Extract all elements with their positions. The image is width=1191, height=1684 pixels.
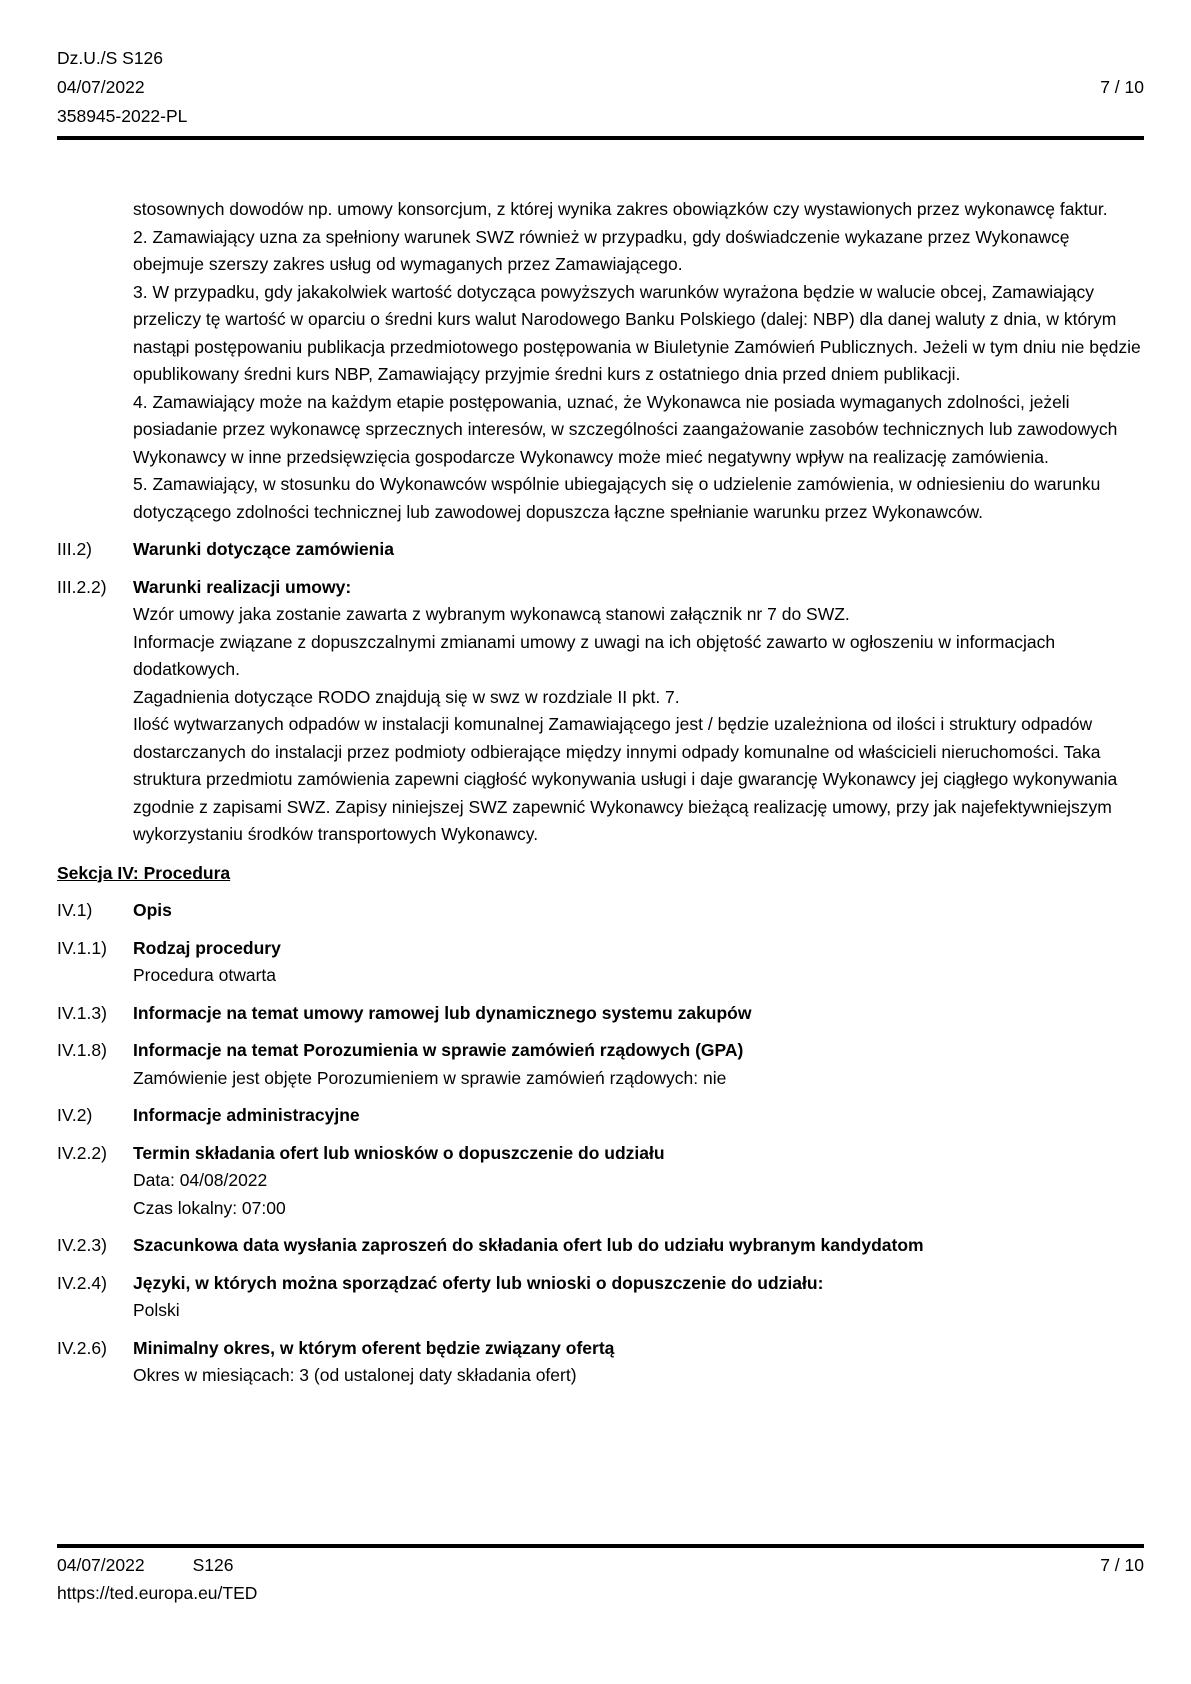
- section-row: [57, 1037, 1144, 1092]
- footer-date: 04/07/2022: [57, 1555, 145, 1575]
- page-header: [57, 44, 1144, 140]
- footer-page-indicator: 7 / 10: [1100, 1555, 1144, 1575]
- section-body: [133, 574, 1144, 849]
- section-title: Informacje administracyjne: [133, 1105, 360, 1125]
- footer-row: [57, 1551, 1144, 1579]
- section-body: [133, 897, 1144, 925]
- page-footer: [57, 1539, 1144, 1607]
- section-title: Języki, w których można sporządzać oferty lub wnioski o dopuszczenie do udziału:: [133, 1272, 824, 1293]
- section-label: IV.1): [57, 900, 93, 920]
- section-label: III.2): [57, 539, 93, 559]
- section-text-line: Czas lokalny: 07:00: [133, 1197, 286, 1218]
- section-text-line: Ilość wytwarzanych odpadów w instalacji komunalnej Zamawiającego jest / będzie uzależniona od ilości i struktury odpadów dostarczanych do instalacji przez podmioty odbierające między innymi odpady komunalne od właścicieli nieruchomości. Taka struktura przedmiotu zamówienia zapewni ciągłość wykonywania usługi i daje gwarancję Wykonawcy jej ciągłego wykonywania zgodnie z zapisami SWZ. Zapisy niniejszej SWZ zapewnić Wykonawcy bieżącą realizację umowy, przy jak najefektywniejszym wykorzystaniu środków transportowych Wykonawcy.: [133, 714, 1118, 844]
- footer-url: https://ted.europa.eu/TED: [57, 1583, 258, 1603]
- section-title: Informacje na temat Porozumienia w sprawie zamówień rządowych (GPA): [133, 1040, 744, 1060]
- intro-paragraph: 5. Zamawiający, w stosunku do Wykonawców wspólnie ubiegających się o udzielenie zamówienia, w odniesieniu do warunku dotyczącego zdolności technicznej lub zawodowej dopuszcza łączne spełnianie warunku przez Wykonawców.: [133, 474, 1101, 522]
- section-label: IV.2.2): [57, 1142, 107, 1163]
- section-title: Opis: [133, 900, 172, 920]
- section-title: Informacje na temat umowy ramowej lub dynamicznego systemu zakupów: [133, 1002, 752, 1023]
- section-title: Warunki realizacji umowy:: [133, 576, 352, 597]
- intro-paragraph: 3. W przypadku, gdy jakakolwiek wartość dotycząca powyższych warunków wyrażona będzie w walucie obcej, Zamawiający przeliczy tę wartość w oparciu o średni kurs walut Narodowego Banku Polskiego (dalej: NBP) dla danej waluty z dnia, w którym nastąpi postępowaniu publikacja przedmiotowego postępowania w Biuletynie Zamówień Publicznych. Jeżeli w tym dniu nie będzie opublikowany średni kurs NBP, Zamawiający przyjmie średni kurs z ostatniego dnia przed dniem publikacji.: [133, 281, 1141, 384]
- section-text-line: Polski: [133, 1300, 180, 1320]
- section-body: [133, 1140, 1144, 1223]
- section-row: [57, 536, 1144, 564]
- section-body: [133, 1102, 1144, 1130]
- footer-rule: [57, 1544, 1144, 1548]
- section-body: [133, 1270, 1144, 1325]
- section-text-line: Informacje związane z dopuszczalnymi zmianami umowy z uwagi na ich objętość zawarto w ogłoszeniu w informacjach dodatkowych.: [133, 631, 1056, 679]
- section-label: IV.2.3): [57, 1235, 107, 1255]
- section-label: IV.1.3): [57, 1002, 107, 1023]
- header-row-date: [57, 73, 1144, 102]
- section-label: IV.2): [57, 1105, 93, 1125]
- section-row: [57, 897, 1144, 925]
- section-text-line: Procedura otwarta: [133, 965, 276, 985]
- section-title: Termin składania ofert lub wniosków o dopuszczenie do udziału: [133, 1142, 665, 1163]
- section-row: [57, 1232, 1144, 1260]
- sections: [57, 536, 1144, 1390]
- header-doc-number: 358945-2022-PL: [57, 106, 188, 126]
- section-body: [133, 1037, 1144, 1092]
- section-body: [133, 935, 1144, 990]
- header-page-indicator: 7 / 10: [1100, 77, 1144, 97]
- footer-series: S126: [192, 1555, 234, 1575]
- section-row: [57, 935, 1144, 990]
- section-body: [133, 1232, 1144, 1260]
- section-label: III.2.2): [57, 576, 107, 597]
- document-body: [57, 196, 1144, 1390]
- section-label: IV.2.6): [57, 1337, 107, 1358]
- section-row: [57, 1270, 1144, 1325]
- section-title: Warunki dotyczące zamówienia: [133, 539, 394, 559]
- section-body: [133, 1335, 1144, 1390]
- section-title: Szacunkowa data wysłania zaproszeń do składania ofert lub do udziału wybranym kandydatom: [133, 1235, 924, 1255]
- section-text-line: Zagadnienia dotyczące RODO znajdują się w swz w rozdziale II pkt. 7.: [133, 686, 680, 707]
- intro-paragraph: stosownych dowodów np. umowy konsorcjum, z której wynika zakres obowiązków czy wystawionych przez wykonawcę faktur.: [133, 199, 1108, 219]
- intro-paragraphs: [133, 196, 1144, 526]
- section-text-line: Wzór umowy jaka zostanie zawarta z wybranym wykonawcą stanowi załącznik nr 7 do SWZ.: [133, 604, 850, 624]
- section-text-line: Zamówienie jest objęte Porozumieniem w sprawie zamówień rządowych: nie: [133, 1067, 727, 1088]
- section-heading: Sekcja IV: Procedura: [57, 862, 231, 883]
- section-title: Rodzaj procedury: [133, 937, 281, 958]
- header-rule: [57, 136, 1144, 140]
- section-text-line: Okres w miesiącach: 3 (od ustalonej daty składania ofert): [133, 1365, 577, 1385]
- section-row: [57, 1000, 1144, 1028]
- section-label: IV.1.1): [57, 937, 107, 958]
- section-row: [57, 1140, 1144, 1223]
- section-row: [57, 574, 1144, 849]
- section-body: [133, 536, 1144, 564]
- header-gazette: Dz.U./S S126: [57, 48, 164, 68]
- header-date: 04/07/2022: [57, 77, 145, 97]
- section-label: IV.1.8): [57, 1040, 107, 1060]
- section-body: [133, 1000, 1144, 1028]
- section-row: [57, 1335, 1144, 1390]
- section-title: Minimalny okres, w którym oferent będzie związany ofertą: [133, 1337, 615, 1358]
- section-row: [57, 1102, 1144, 1130]
- section-text-line: Data: 04/08/2022: [133, 1170, 268, 1190]
- intro-paragraph: 4. Zamawiający może na każdym etapie postępowania, uznać, że Wykonawca nie posiada wymaganych zdolności, jeżeli posiadanie przez wykonawcę sprzecznych interesów, w szczególności zaangażowanie zasobów technicznych lub zawodowych Wykonawcy w inne przedsięwzięcia gospodarcze Wykonawcy może mieć negatywny wpływ na realizację zamówienia.: [133, 391, 1118, 467]
- intro-paragraph: 2. Zamawiający uzna za spełniony warunek SWZ również w przypadku, gdy doświadczenie wykazane przez Wykonawcę obejmuje szerszy zakres usług od wymaganych przez Zamawiającego.: [133, 226, 1070, 274]
- section-label: IV.2.4): [57, 1272, 107, 1293]
